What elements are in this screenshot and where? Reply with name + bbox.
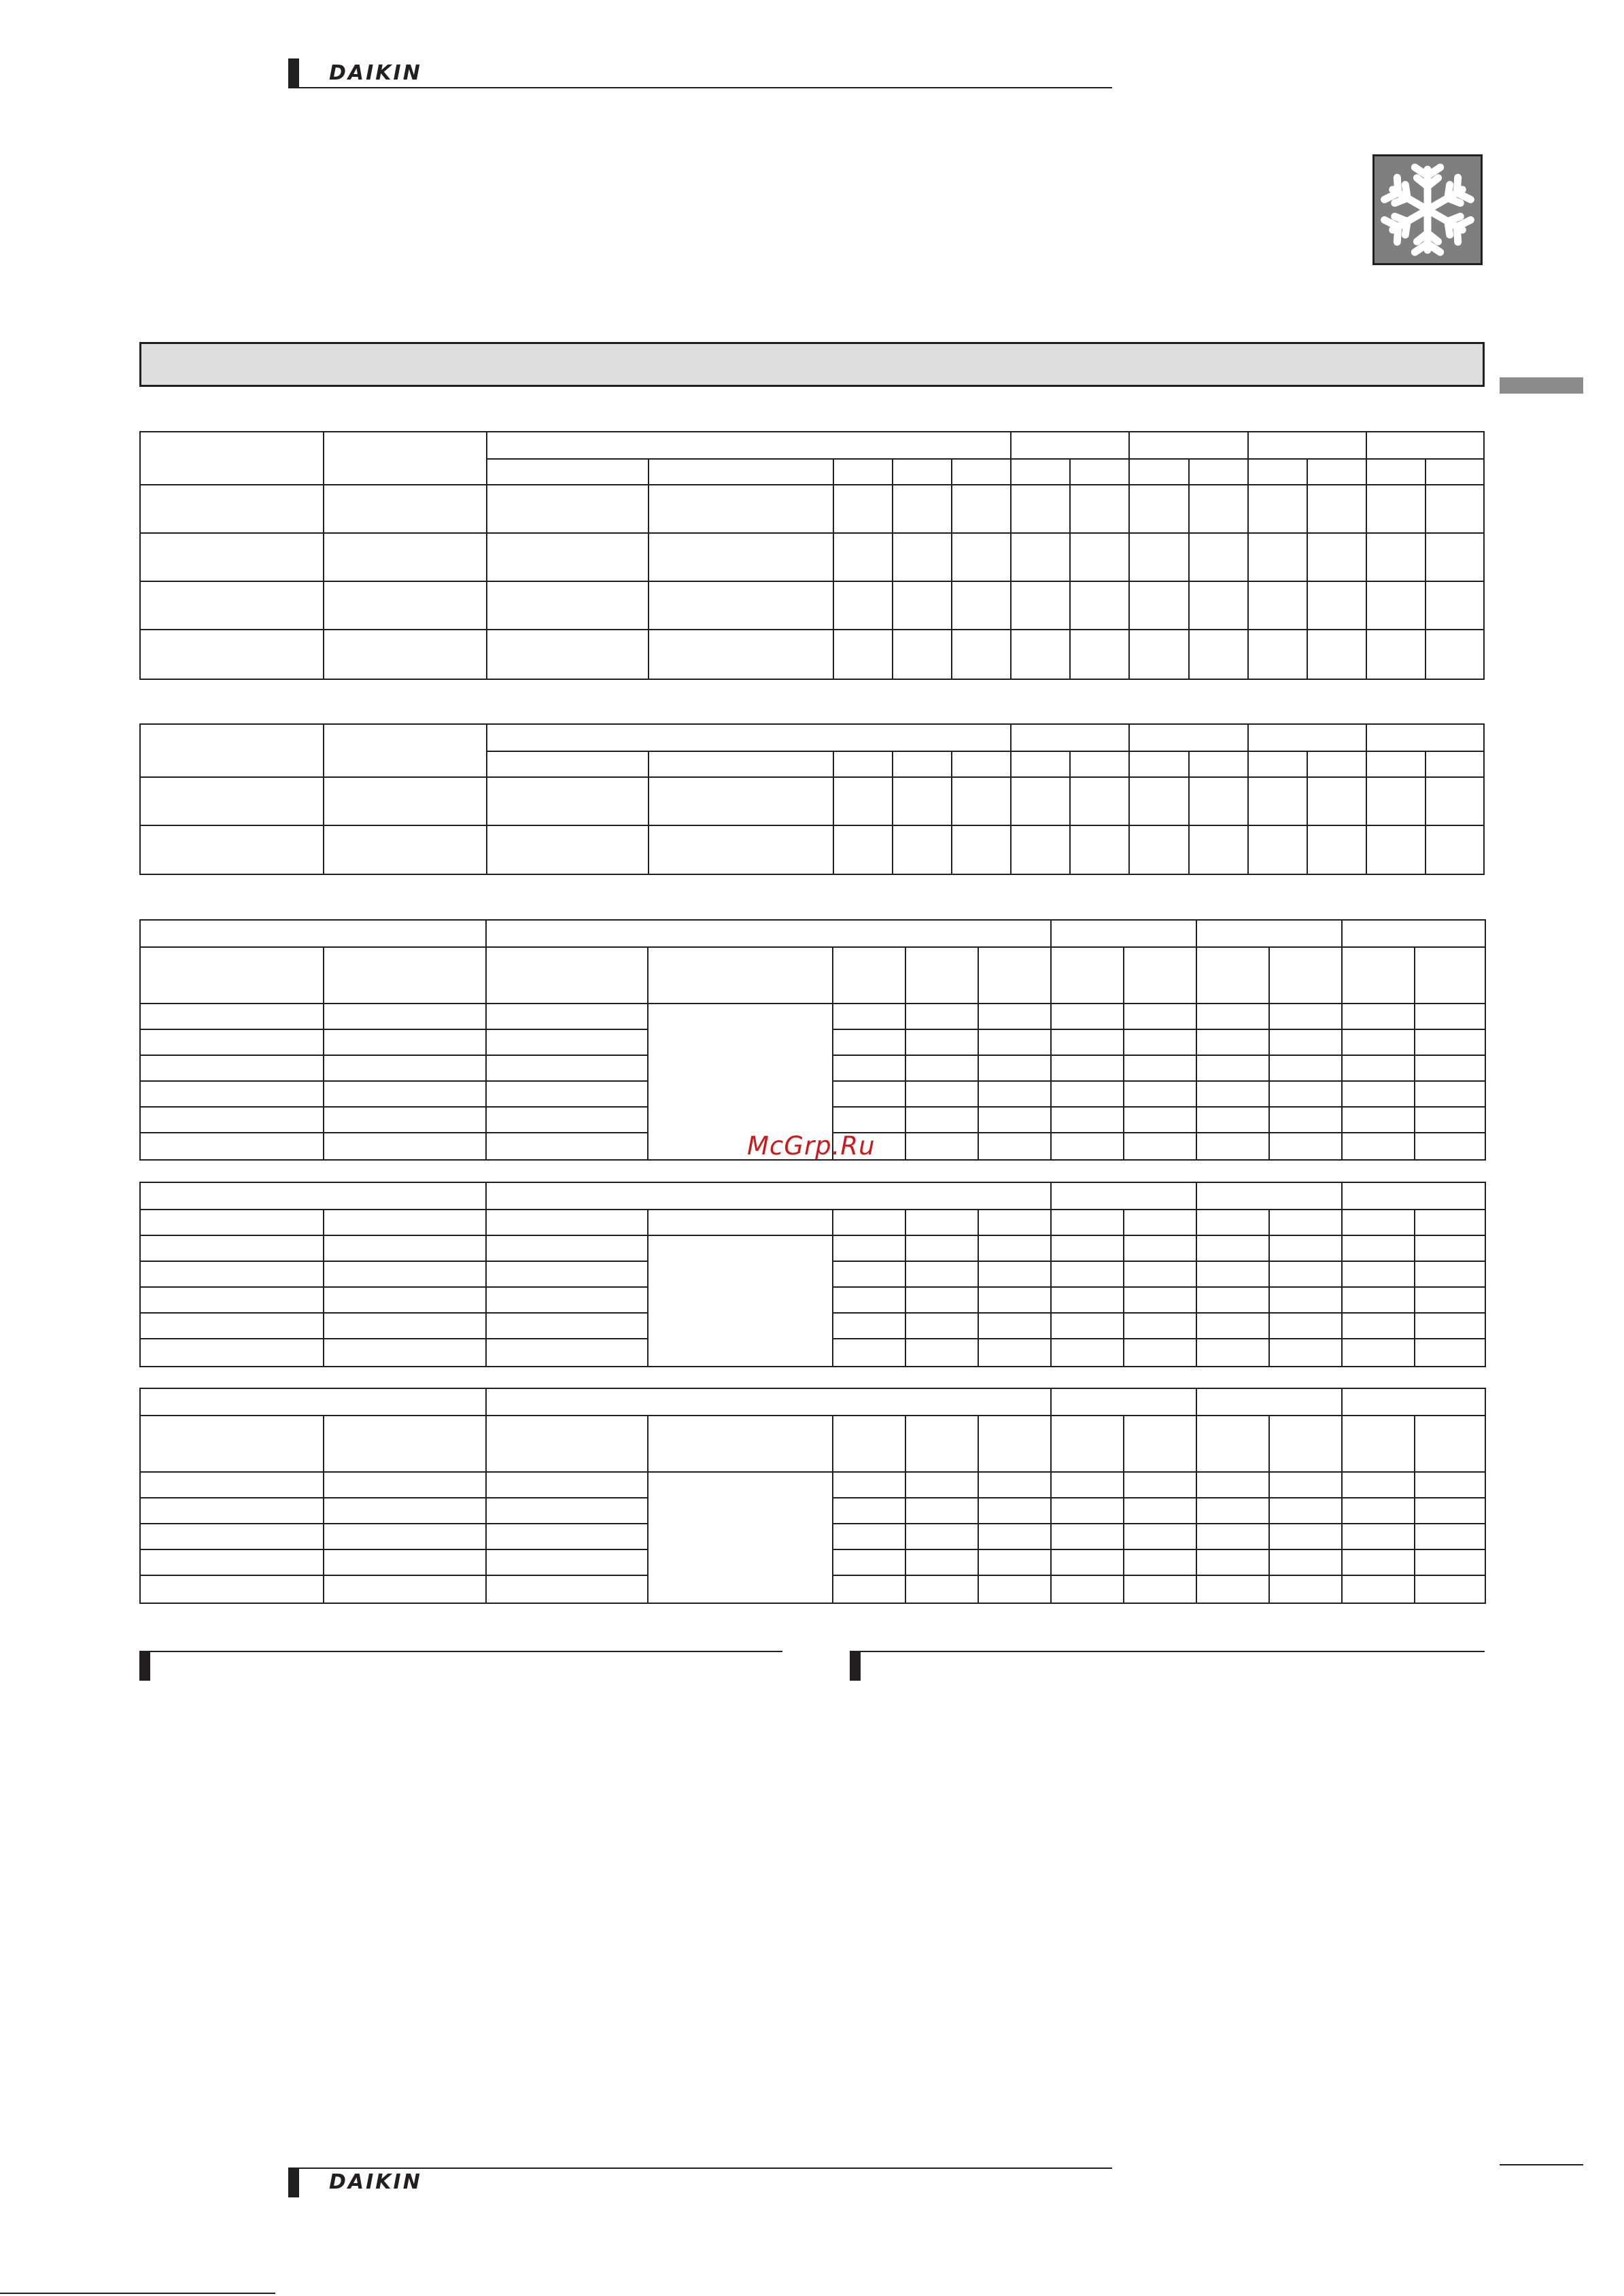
table-subheader-row (140, 947, 1485, 1004)
table-row (140, 581, 1484, 630)
table-header-row (140, 724, 1484, 751)
table-row (140, 825, 1484, 874)
bottom-edge-rule (0, 2293, 275, 2294)
table-header-row (140, 1388, 1485, 1416)
table-row (140, 1472, 1485, 1498)
table-row (140, 533, 1484, 581)
section-header-left (139, 1651, 782, 1681)
header-rule (299, 87, 1112, 88)
table-row (140, 485, 1484, 533)
section-marker (850, 1651, 861, 1681)
table-row (140, 1235, 1485, 1261)
spec-table-1 (139, 431, 1485, 680)
table-subheader-row (140, 1416, 1485, 1472)
spec-table-2 (139, 723, 1485, 875)
table-subheader-row (140, 1210, 1485, 1235)
section-title-bar (139, 342, 1485, 387)
spec-table-5 (139, 1388, 1486, 1604)
page-header (288, 58, 1112, 86)
table-row (140, 777, 1484, 825)
side-index-tab (1500, 377, 1583, 394)
spec-table-3 (139, 919, 1486, 1161)
brand-logo: DAIKIN (329, 61, 422, 85)
table-row (140, 630, 1484, 679)
section-header-right (850, 1651, 1485, 1681)
section-rule (861, 1651, 1485, 1652)
footer-marker (288, 2168, 299, 2197)
section-marker (139, 1651, 150, 1681)
footer-rule (299, 2168, 1112, 2169)
table-header-row (140, 920, 1485, 947)
watermark-text: McGrp.Ru (747, 1131, 876, 1161)
brand-logo: DAIKIN (329, 2170, 422, 2194)
table-header-row (140, 432, 1484, 459)
table-row (140, 1004, 1485, 1029)
snowflake-icon (1372, 154, 1483, 265)
page-footer (288, 2168, 1112, 2195)
spec-table-4 (139, 1182, 1486, 1367)
table-header-row (140, 1182, 1485, 1210)
section-rule (150, 1651, 782, 1652)
page-number-rule (1500, 2164, 1583, 2165)
header-marker (288, 58, 299, 88)
